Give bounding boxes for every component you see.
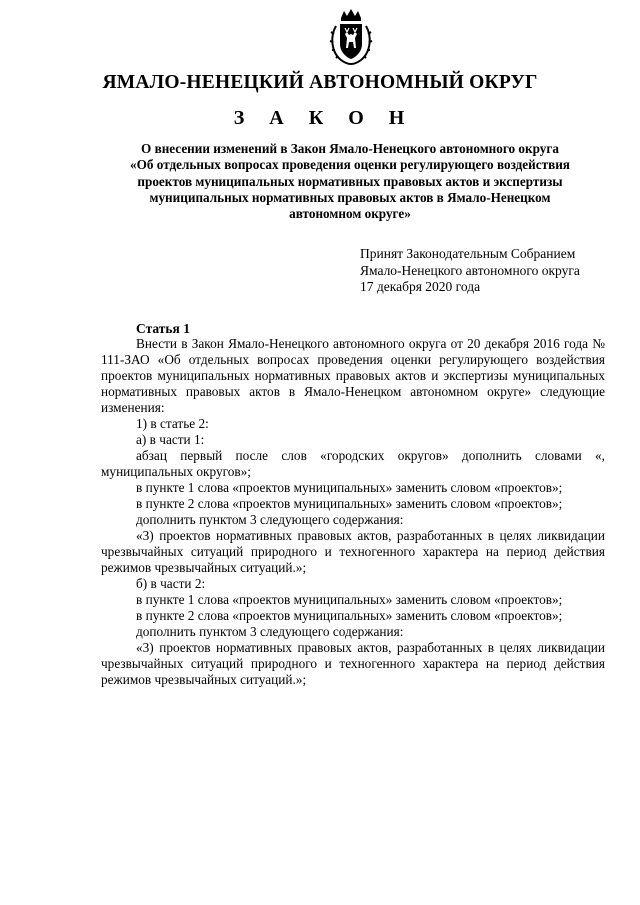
subtitle-line: автономном округе» <box>289 206 411 222</box>
subtitle-line: «Об отдельных вопросах проведения оценки регулирующего воздействия <box>130 157 570 173</box>
coat-of-arms-icon <box>327 8 375 66</box>
paragraph: «3) проектов нормативных правовых актов, разработанных в целях ликвидации чрезвычайных ситуаций природного и техногенного характера на период действия режимов чрезвычайных ситуаций.»; <box>101 640 605 687</box>
article-body <box>101 336 605 688</box>
adoption-date: 17 декабря 2020 года <box>360 279 481 294</box>
paragraph: в пункте 2 слова «проектов муниципальных» заменить словом «проектов»; <box>136 496 563 511</box>
paragraph: дополнить пунктом 3 следующего содержания: <box>136 624 404 639</box>
region-title: ЯМАЛО-НЕНЕЦКИЙ АВТОНОМНЫЙ ОКРУГ <box>102 72 538 93</box>
paragraph: а) в части 1: <box>136 432 205 447</box>
subtitle-line: проектов муниципальных нормативных правовых актов и экспертизы <box>137 173 563 189</box>
paragraph: Внести в Закон Ямало-Ненецкого автономного округа от 20 декабря 2016 года № 111-ЗАО «Об отдельных вопросах проведения оценки регулирующего воздействия проектов муниципальных нормативных правовых актов и экспертизы муниципальных нормативных правовых актов в Ямало-Ненецком автономном округе» следующие изменения: <box>101 336 605 415</box>
paragraph: дополнить пунктом 3 следующего содержания: <box>136 512 404 527</box>
paragraph: в пункте 1 слова «проектов муниципальных» заменить словом «проектов»; <box>136 480 563 495</box>
subtitle-line: О внесении изменений в Закон Ямало-Ненецкого автономного округа <box>141 141 559 156</box>
paragraph: 1) в статье 2: <box>136 416 209 431</box>
paragraph: в пункте 1 слова «проектов муниципальных» заменить словом «проектов»; <box>136 592 563 607</box>
paragraph: б) в части 2: <box>136 576 206 591</box>
document-type: З А К О Н <box>233 107 415 129</box>
subtitle-line: муниципальных нормативных правовых актов в Ямало-Ненецком <box>149 189 551 205</box>
adoption-block <box>360 246 580 296</box>
paragraph: в пункте 2 слова «проектов муниципальных» заменить словом «проектов»; <box>136 608 563 623</box>
adoption-line: Ямало-Ненецкого автономного округа <box>360 262 580 278</box>
paragraph: «3) проектов нормативных правовых актов, разработанных в целях ликвидации чрезвычайных ситуаций природного и техногенного характера на период действия режимов чрезвычайных ситуаций.»; <box>101 528 605 575</box>
law-subtitle <box>100 141 600 222</box>
paragraph: абзац первый после слов «городских округов» дополнить словами «, муниципальных округов»; <box>101 448 605 479</box>
article-title: Статья 1 <box>136 321 190 336</box>
adoption-line: Принят Законодательным Собранием <box>360 246 576 261</box>
